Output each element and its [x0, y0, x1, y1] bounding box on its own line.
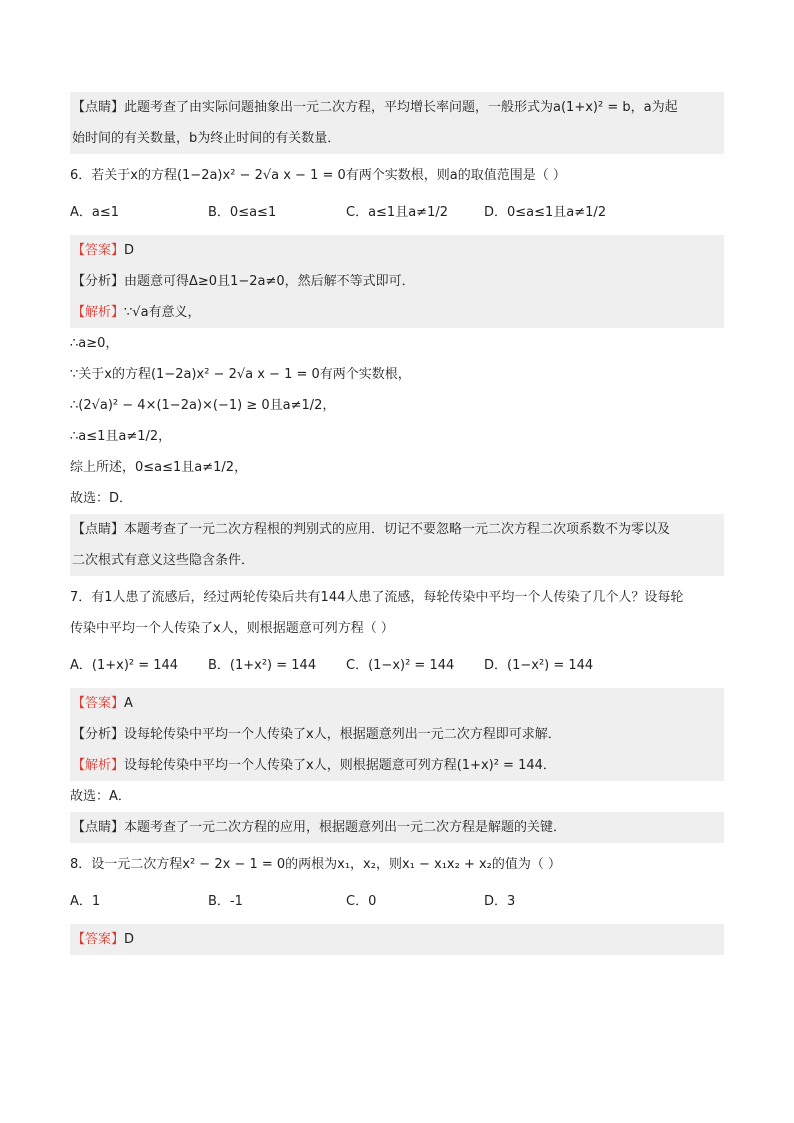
- remark-block: [70, 812, 724, 843]
- remark-tag: 【点睛】: [72, 522, 125, 537]
- answer-text: D: [124, 932, 135, 947]
- remark-text: 二次根式有意义这些隐含条件．: [72, 553, 255, 568]
- question-8: [70, 849, 724, 918]
- document-page: [70, 92, 724, 955]
- solution-text: ∵√a有意义，: [124, 305, 201, 320]
- solution-steps: [70, 328, 724, 514]
- analysis-line: [70, 266, 724, 297]
- option-d: D．3: [484, 893, 516, 909]
- answer-block: [70, 235, 724, 328]
- remark-tag: 【点睛】: [72, 820, 125, 835]
- answer-block: [70, 688, 724, 781]
- option-b: B．0≤a≤1: [208, 204, 277, 220]
- solution-step: ∴a≥0，: [70, 336, 119, 351]
- analysis-text: 设每轮传染中平均一个人传染了x人，根据题意列出一元二次方程即可求解．: [124, 727, 561, 742]
- remark-line: [70, 514, 724, 545]
- remark-line: [70, 123, 724, 154]
- analysis-text: 由题意可得Δ≥0且1−2a≠0，然后解不等式即可．: [124, 274, 415, 289]
- option-a: A．(1+x)² = 144: [70, 657, 179, 673]
- remark-text: 本题考查了一元二次方程的应用，根据题意列出一元二次方程是解题的关键．: [124, 820, 567, 835]
- option-b: B．(1+x²) = 144: [208, 657, 317, 673]
- question-text: 8．设一元二次方程x² − 2x − 1 = 0的两根为x₁，x₂，则x₁ − x₁x₂ + x₂的值为（ ）: [70, 857, 562, 872]
- solution-steps: [70, 781, 724, 812]
- answer-text: D: [124, 243, 135, 258]
- question-text: 7．有1人患了流感后，经过两轮传染后共有144人患了流感，每轮传染中平均一个人传染了几个人？设每轮: [70, 590, 684, 605]
- option-c: C．a≤1且a≠1/2: [346, 204, 448, 220]
- answer-tag: 【答案】: [72, 243, 125, 258]
- solution-line: [70, 297, 724, 328]
- option-a: A．1: [70, 893, 101, 909]
- question-6: [70, 160, 724, 229]
- remark-line: [70, 92, 724, 123]
- answer-text: A: [124, 696, 133, 711]
- solution-step: ∴(2√a)² − 4×(1−2a)×(−1) ≥ 0且a≠1/2，: [70, 398, 336, 413]
- remark-line: [70, 545, 724, 576]
- analysis-tag: 【分析】: [72, 727, 125, 742]
- solution-tag: 【解析】: [72, 305, 125, 320]
- solution-step: 故选：D．: [70, 491, 133, 506]
- solution-step: 综上所述，0≤a≤1且a≠1/2，: [70, 460, 248, 475]
- solution-step: ∴a≤1且a≠1/2，: [70, 429, 172, 444]
- analysis-tag: 【分析】: [72, 274, 125, 289]
- remark-line: [70, 812, 724, 843]
- solution-tag: 【解析】: [72, 758, 125, 773]
- option-d: D．0≤a≤1且a≠1/2: [484, 204, 607, 220]
- option-a: A．a≤1: [70, 204, 120, 220]
- question-text: 6．若关于x的方程(1−2a)x² − 2√a x − 1 = 0有两个实数根，则a的取值范围是（ ）: [70, 168, 566, 183]
- option-d: D．(1−x²) = 144: [484, 657, 594, 673]
- option-c: C．0: [346, 893, 377, 909]
- option-b: B．-1: [208, 893, 243, 909]
- question-options: [70, 191, 724, 229]
- answer-tag: 【答案】: [72, 932, 125, 947]
- answer-line: [70, 235, 724, 266]
- question-options: [70, 644, 724, 682]
- solution-step: ∵关于x的方程(1−2a)x² − 2√a x − 1 = 0有两个实数根，: [70, 367, 411, 382]
- remark-tag: 【点睛】: [72, 100, 125, 115]
- answer-tag: 【答案】: [72, 696, 125, 711]
- analysis-line: [70, 719, 724, 750]
- answer-block: [70, 924, 724, 955]
- remark-text: 此题考查了由实际问题抽象出一元二次方程，平均增长率问题，一般形式为a(1+x)² = b，a为起: [124, 100, 678, 115]
- question-text: 传染中平均一个人传染了x人，则根据题意可列方程（ ）: [70, 621, 394, 636]
- option-c: C．(1−x)² = 144: [346, 657, 455, 673]
- solution-step: 故选：A．: [70, 789, 131, 804]
- answer-line: [70, 688, 724, 719]
- question-7: [70, 582, 724, 682]
- remark-text: 本题考查了一元二次方程根的判别式的应用．切记不要忽略一元二次方程二次项系数不为零以及: [124, 522, 671, 537]
- remark-block: [70, 514, 724, 576]
- remark-text: 始时间的有关数量，b为终止时间的有关数量．: [72, 131, 341, 146]
- answer-line: [70, 924, 724, 955]
- remark-block: [70, 92, 724, 154]
- solution-line: [70, 750, 724, 781]
- solution-text: 设每轮传染中平均一个人传染了x人，则根据题意可列方程(1+x)² = 144．: [124, 758, 556, 773]
- question-options: [70, 880, 724, 918]
